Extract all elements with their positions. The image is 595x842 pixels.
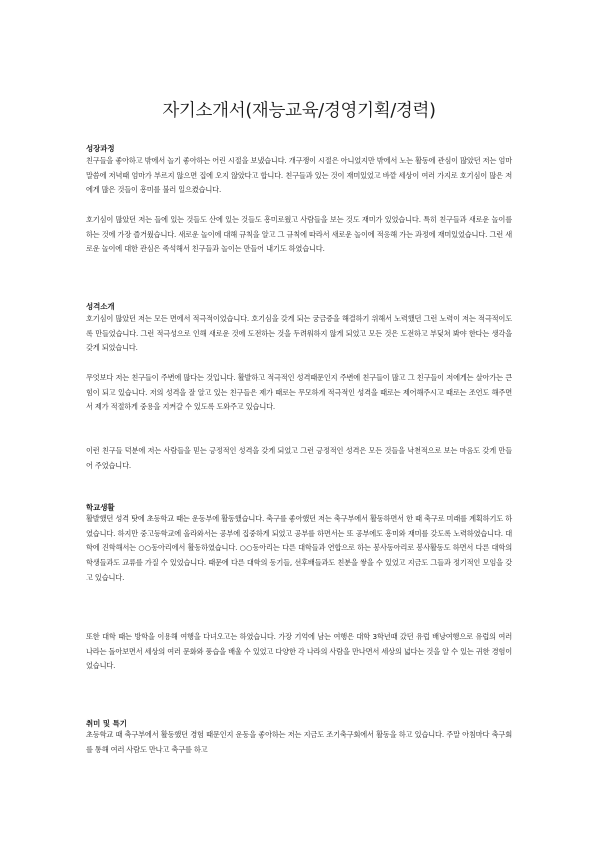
section-heading-hobbies: 취미 및 특기 (86, 719, 127, 728)
paragraph: 호기심이 많았던 저는 모든 면에서 적극적이었습니다. 호기심을 갖게 되는 궁금증을 해결하기 위해서 노력했던 그런 노력이 저는 적극적이도록 만들었습니다. 그런 적극성으로 인해 새로운 것에 도전하는 것을 두려워하지 않게 되었고 모든 것은 도전하고 부딪쳐 봐야 한다는 생각을 갖게 되었습니다. (86, 314, 512, 353)
document-title: 자기소개서(재능교육/경영기획/경력) (162, 101, 436, 121)
paragraph: 이런 친구들 덕분에 저는 사람들을 믿는 긍정적인 성격을 갖게 되었고 그런 긍정적인 성격은 모든 것들을 낙천적으로 보는 마음도 갖게 만들어 주었습니다. (86, 446, 512, 470)
section-heading-personality: 성격소개 (86, 302, 115, 311)
paragraph: 활발했던 성격 탓에 초등학교 때는 운동부에 활동했습니다. 축구를 좋아했던 저는 축구부에서 활동하면서 한 때 축구로 미래를 계획하기도 하였습니다. 하지만 중고등학교에 올라와서는 공부에 집중하게 되었고 공부를 하면서는 또 공부에도 흥미와 재미를 갖도록 노력하였습니다. 대학에 진학해서는 ○○동아리에서 활동하였습니다. ○○동아리는 다른 대학들과 연합으로 하는 봉사동아리로 봉사활동도 하면서 다른 대학의 학생들과도 교류를 가질 수 있었습니다. 때문에 다른 대학의 동기들, 선후배들과도 친분을 쌓을 수 있었고 지금도 그들과 정기적인 모임을 갖고 있습니다. (86, 514, 512, 582)
section-heading-growth: 성장과정 (86, 144, 115, 153)
paragraph: 무엇보다 저는 친구들이 주변에 많다는 것입니다. 활발하고 적극적인 성격때문인지 주변에 친구들이 많고 그 친구들이 저에게는 살아가는 큰 힘이 되고 있습니다. 저의 성격을 잘 알고 있는 친구들은 제가 때로는 무모하게 적극적인 성격을 때로는 제어해주시고 때로는 조언도 해주면서 제가 적절하게 중용을 지켜갈 수 있도록 도와주고 있습니다. (86, 373, 512, 412)
paragraph: 호기심이 많았던 저는 들에 있는 것들도 산에 있는 것들도 흥미로웠고 사람들을 보는 것도 재미가 있었습니다. 특히 친구들과 새로운 놀이를 하는 것에 가장 즐거웠습니다. 새로운 놀이에 대해 규칙을 알고 그 규칙에 따라서 새로운 놀이에 적응해 가는 과정에 재미있었습니다. 그런 새로운 놀이에 대한 관심은 족석해서 친구들과 놀이는 만들어 내기도 하였습니다. (86, 215, 512, 254)
paragraph: 또한 대학 때는 방학을 이용해 여행을 다녀오고는 하였습니다. 가장 기억에 남는 여행은 대학 3학년때 갔던 유럽 배낭여행으로 유럽의 여러 나라는 돌아보면서 세상의 여러 문화와 풍습을 배울 수 있었고 다양한 각 나라의 사람을 만나면서 세상의 넓다는 것을 알 수 있는 귀한 경험이었습니다. (86, 632, 512, 671)
paragraph: 초등학교 때 축구부에서 활동했던 경험 때문인지 운동을 좋아하는 저는 지금도 조기축구회에서 활동을 하고 있습니다. 주말 아침마다 축구회를 통해 여러 사람도 만나고 축구를 하고 (86, 730, 512, 754)
paragraph: 친구들을 좋아하고 밖에서 놀기 좋아하는 어린 시절을 보냈습니다. 개구쟁이 시절은 아니었지만 밖에서 노는 활동에 관심이 많았던 저는 엄마 말씀에 저녁때 엄마가 부르지 않으면 집에 오지 않았다고 합니다. 친구들과 있는 것이 재미있었고 바깥 세상이 여러 가지로 호기심이 많은 저에게 많은 것들이 흥미를 불러 일으켰습니다. (86, 156, 512, 195)
section-heading-school: 학교생활 (86, 503, 115, 512)
